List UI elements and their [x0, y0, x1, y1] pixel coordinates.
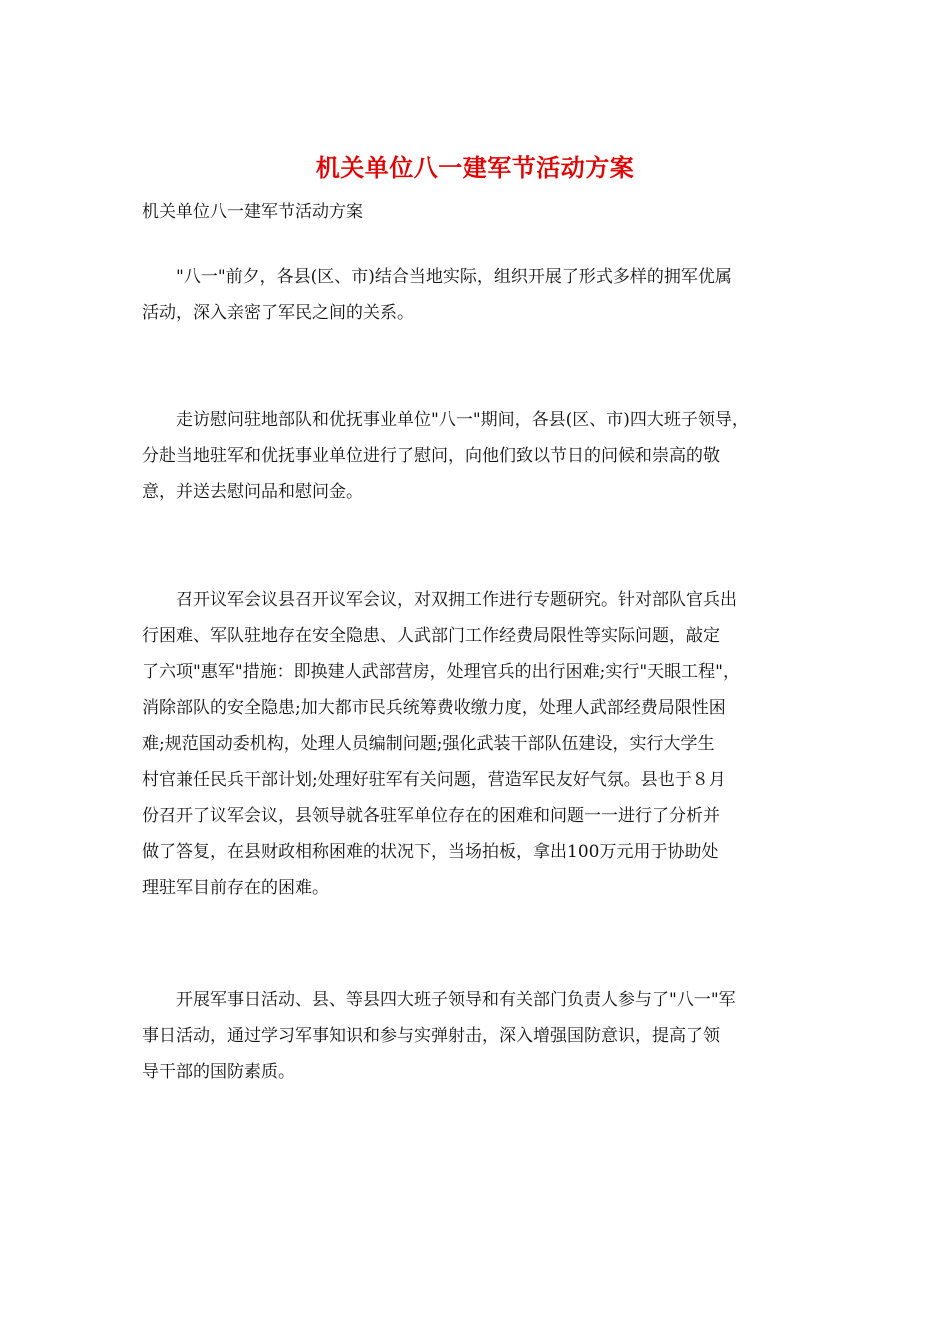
paragraph-line: 做了答复，在县财政相称困难的状况下，当场拍板，拿出100万元用于协助处	[142, 842, 719, 862]
paragraph-line: 村官兼任民兵干部计划;处理好驻军有关问题，营造军民友好气氛。县也于８月	[142, 770, 726, 790]
paragraph-line: 消除部队的安全隐患;加大都市民兵统筹费收缴力度，处理人武部经费局限性困	[142, 698, 726, 718]
paragraph-line: 行困难、军队驻地存在安全隐患、人武部门工作经费局限性等实际问题，敲定	[142, 626, 720, 646]
paragraph-line: 活动，深入亲密了军民之间的关系。	[142, 303, 414, 323]
paragraph-visits	[142, 402, 822, 510]
paragraph-military-meeting	[142, 582, 822, 906]
paragraph-line: 份召开了议军会议，县领导就各驻军单位存在的困难和问题一一进行了分析并	[142, 806, 720, 826]
paragraph-line: "八一"前夕，各县(区、市)结合当地实际，组织开展了形式多样的拥军优属	[176, 267, 732, 287]
paragraph-line: 分赴当地驻军和优抚事业单位进行了慰问，向他们致以节日的问候和崇高的敬	[142, 446, 720, 466]
paragraph-military-day	[142, 982, 822, 1090]
paragraph-line: 理驻军目前存在的困难。	[142, 878, 329, 898]
document-title: 机关单位八一建军节活动方案	[315, 153, 635, 182]
paragraph-line: 难;规范国动委机构，处理人员编制问题;强化武装干部队伍建设，实行大学生	[142, 734, 715, 754]
paragraph-line: 了六项"惠军"措施：即换建人武部营房，处理官兵的出行困难;实行"天眼工程"，	[142, 662, 741, 682]
paragraph-line: 意，并送去慰问品和慰问金。	[142, 482, 363, 502]
paragraph-line: 走访慰问驻地部队和优抚事业单位"八一"期间，各县(区、市)四大班子领导，	[176, 410, 749, 430]
paragraph-bayi-eve	[142, 259, 822, 331]
paragraph-line: 事日活动，通过学习军事知识和参与实弹射击，深入增强国防意识，提高了领	[142, 1026, 720, 1046]
paragraph-line: 召开议军会议县召开议军会议，对双拥工作进行专题研究。针对部队官兵出	[176, 590, 737, 610]
paragraph-line: 开展军事日活动、县、等县四大班子领导和有关部门负责人参与了"八一"军	[176, 990, 736, 1010]
paragraph-line: 导干部的国防素质。	[142, 1062, 295, 1082]
document-subtitle: 机关单位八一建军节活动方案	[142, 202, 363, 222]
